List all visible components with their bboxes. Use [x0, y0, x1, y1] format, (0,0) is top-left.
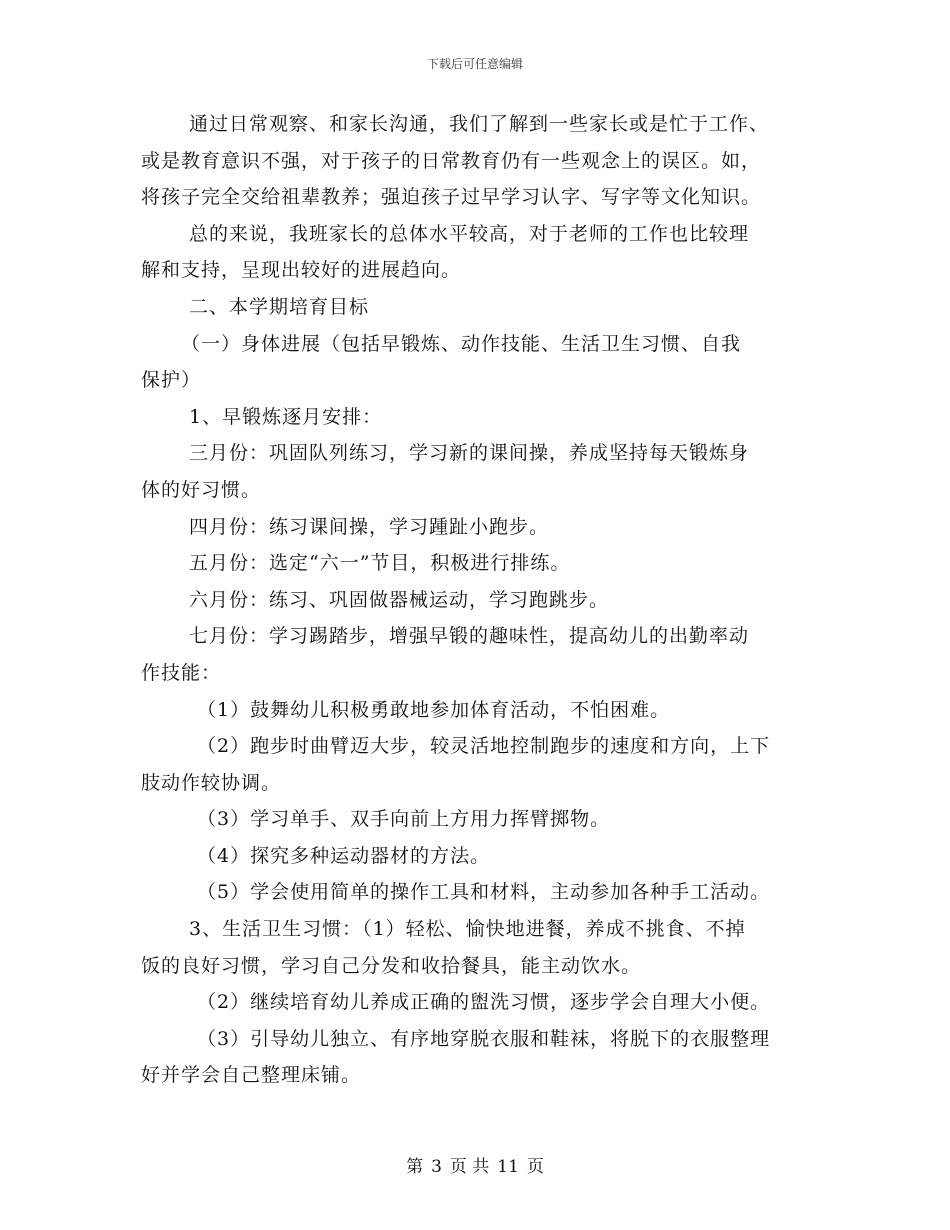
paragraph-line: 通过日常观察、和家长沟通，我们了解到一些家长或是忙于工作、 [189, 113, 770, 135]
list-item: （3）学习单手、双手向前上方用力挥臂掷物。 [197, 808, 611, 831]
paragraph-line: 1、早锻炼逐月安排： [189, 405, 383, 428]
paragraph-line: 饭的良好习惯，学习自己分发和收拾餐具，能主动饮水。 [141, 954, 642, 977]
header-note: 下载后可任意编辑 [426, 57, 523, 71]
subsection-heading: （一）身体进展（包括早锻炼、动作技能、生活卫生习惯、自我 [181, 332, 742, 355]
list-item: （4）探究多种运动器材的方法。 [197, 844, 491, 867]
footer-total-pages: 11 [497, 1157, 519, 1177]
paragraph-line: 六月份：练习、巩固做器械运动，学习跑跳步。 [189, 588, 610, 611]
paragraph-line: 五月份：选定“六一”节目，积极进行排练。 [189, 552, 571, 575]
paragraph-line: 或是教育意识不强，对于孩子的日常教育仍有一些观念上的误区。如， [141, 149, 762, 172]
paragraph-line: 解和支持，呈现出较好的进展趋向。 [141, 259, 462, 282]
paragraph-line: 作技能： [141, 661, 222, 684]
subsection-heading: 保护） [141, 369, 202, 392]
footer-prefix: 第 [406, 1157, 424, 1177]
paragraph-line: 总的来说，我班家长的总体水平较高，对于老师的工作也比较理 [189, 222, 750, 245]
list-item: 好并学会自己整理床铺。 [141, 1064, 362, 1087]
paragraph-line: 将孩子完全交给祖辈教养；强迫孩子过早学习认字、写字等文化知识。 [141, 186, 762, 209]
footer-page-number: 3 [431, 1157, 442, 1177]
list-item: 肢动作较协调。 [141, 771, 282, 794]
list-item: （3）引导幼儿独立、有序地穿脱衣服和鞋袜，将脱下的衣服整理 [197, 1027, 771, 1050]
section-heading: 二、本学期培育目标 [189, 295, 370, 318]
paragraph-line: 体的好习惯。 [141, 478, 262, 501]
footer-mid: 页 共 [449, 1157, 490, 1177]
paragraph-line: 三月份：巩固队列练习，学习新的课间操，养成坚持每天锻炼身 [189, 442, 750, 465]
page-footer [0, 1152, 950, 1177]
list-item: （2）跑步时曲臂迈大步，较灵活地控制跑步的速度和方向，上下 [197, 735, 771, 758]
list-item: （2）继续培育幼儿养成正确的盥洗习惯，逐步学会自理大小便。 [197, 991, 771, 1014]
paragraph-line: 3、生活卫生习惯：（1）轻松、愉快地进餐，养成不挑食、不掉 [189, 918, 746, 941]
document-body [141, 106, 811, 1094]
list-item: （5）学会使用简单的操作工具和材料，主动参加各种手工活动。 [197, 881, 771, 904]
paragraph-line: 四月份：练习课间操，学习踵趾小跑步。 [189, 515, 550, 538]
paragraph-line: 七月份：学习踢踏步，增强早锻的趣味性，提高幼儿的出勤率动 [189, 625, 750, 648]
footer-suffix: 页 [526, 1157, 544, 1177]
list-item: （1）鼓舞幼儿积极勇敢地参加体育活动，不怕困难。 [197, 698, 671, 721]
